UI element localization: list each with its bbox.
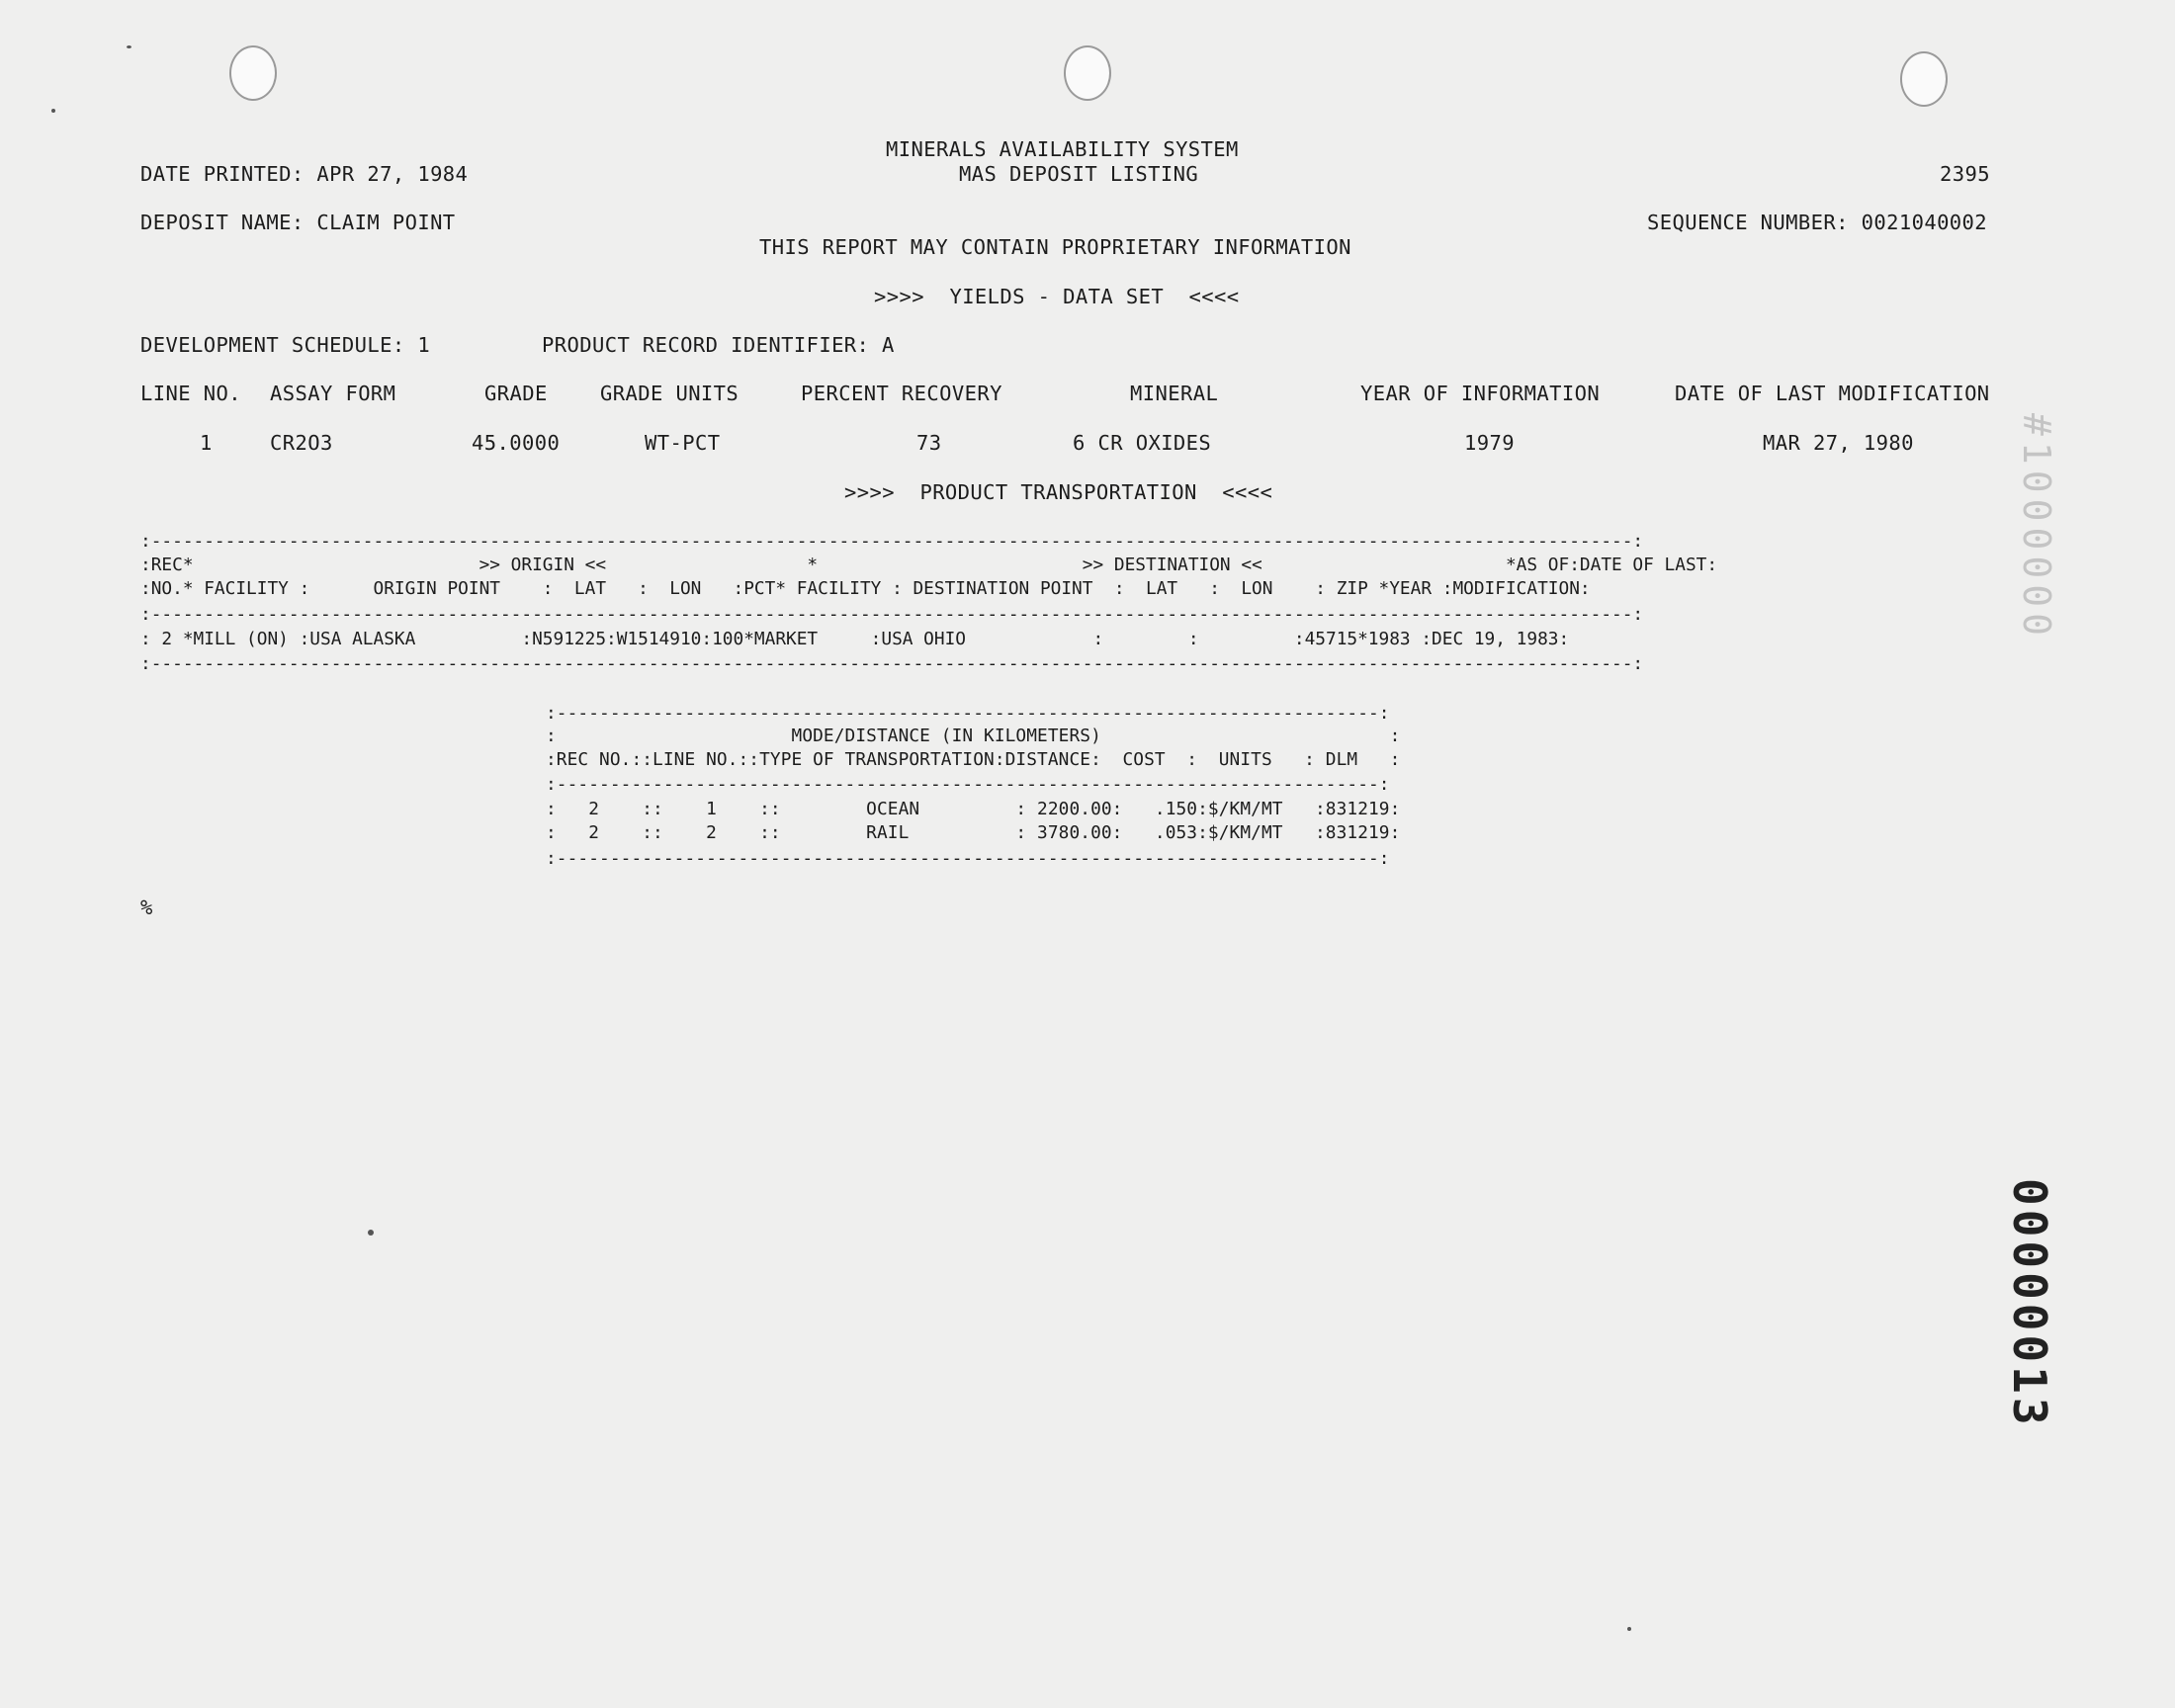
page-number: 2395 <box>1940 162 1990 186</box>
col-header-grade-units: GRADE UNITS <box>600 382 740 405</box>
sequence-number: SEQUENCE NUMBER: 0021040002 <box>1647 211 1988 234</box>
yields-assay-form: CR2O3 <box>270 431 333 455</box>
punch-hole-left <box>229 45 277 101</box>
yields-grade: 45.0000 <box>472 431 561 455</box>
product-record-identifier: PRODUCT RECORD IDENTIFIER: A <box>542 333 895 357</box>
scan-speck <box>51 109 55 113</box>
yields-year-of-information: 1979 <box>1464 431 1515 455</box>
mode-distance-line: : 2 :: 2 :: RAIL : 3780.00: .053:$/KM/MT :831219: <box>546 822 1401 843</box>
transport-table-line: :NO.* FACILITY : ORIGIN POINT : LAT : LON :PCT* FACILITY : DESTINATION POINT : LAT : LON : ZIP *YEAR :MODIFICATION: <box>140 578 1591 599</box>
deposit-name: DEPOSIT NAME: CLAIM POINT <box>140 211 456 234</box>
mode-distance-line: :-----------------------------------------------------------------------------: <box>546 703 1390 724</box>
col-header-percent-recovery: PERCENT RECOVERY <box>801 382 1002 405</box>
mode-distance-line: :-----------------------------------------------------------------------------: <box>546 848 1390 869</box>
scan-speck <box>368 1230 374 1236</box>
yields-line-no: 1 <box>200 431 213 455</box>
col-header-mineral: MINERAL <box>1130 382 1219 405</box>
yields-grade-units: WT-PCT <box>645 431 721 455</box>
date-printed: DATE PRINTED: APR 27, 1984 <box>140 162 469 186</box>
transport-table-line: :--------------------------------------------------------------------------------------------------------------------------------------------: <box>140 653 1644 674</box>
mode-distance-line: :REC NO.::LINE NO.::TYPE OF TRANSPORTATION:DISTANCE: COST : UNITS : DLM : <box>546 749 1401 770</box>
punch-hole-right <box>1900 51 1948 107</box>
transport-table-line: :--------------------------------------------------------------------------------------------------------------------------------------------: <box>140 531 1644 552</box>
transport-table-line: : 2 *MILL (ON) :USA ALASKA :N591225:W1514910:100*MARKET :USA OHIO : : :45715*1983 :DEC 19, 1983: <box>140 629 1570 649</box>
transport-section-title: >>>> PRODUCT TRANSPORTATION <<<< <box>844 480 1273 504</box>
transport-table-line: :REC* >> ORIGIN << * >> DESTINATION << *AS OF:DATE OF LAST: <box>140 555 1718 575</box>
mode-distance-line: : MODE/DISTANCE (IN KILOMETERS) : <box>546 726 1401 746</box>
yields-percent-recovery: 73 <box>916 431 942 455</box>
col-header-grade: GRADE <box>484 382 548 405</box>
col-header-line-no: LINE NO. <box>140 382 241 405</box>
development-schedule: DEVELOPMENT SCHEDULE: 1 <box>140 333 431 357</box>
side-stamp-upper: #1000000 <box>2015 413 2058 642</box>
side-stamp-lower: 00000013 <box>2003 1178 2056 1429</box>
listing-title: MAS DEPOSIT LISTING <box>959 162 1199 186</box>
scan-speck <box>127 45 131 48</box>
punch-hole-center <box>1064 45 1111 101</box>
transport-table-line: :--------------------------------------------------------------------------------------------------------------------------------------------: <box>140 604 1644 625</box>
col-header-year-of-information: YEAR OF INFORMATION <box>1360 382 1601 405</box>
col-header-date-of-last-modification: DATE OF LAST MODIFICATION <box>1675 382 1990 405</box>
mode-distance-line: : 2 :: 1 :: OCEAN : 2200.00: .150:$/KM/MT :831219: <box>546 799 1401 819</box>
yields-section-title: >>>> YIELDS - DATA SET <<<< <box>874 285 1240 308</box>
yields-date-of-last-modification: MAR 27, 1980 <box>1763 431 1914 455</box>
system-title: MINERALS AVAILABILITY SYSTEM <box>886 137 1239 161</box>
scan-speck <box>1627 1627 1631 1631</box>
col-header-assay-form: ASSAY FORM <box>270 382 396 405</box>
footer-mark: % <box>140 896 153 919</box>
yields-mineral: 6 CR OXIDES <box>1073 431 1212 455</box>
proprietary-notice: THIS REPORT MAY CONTAIN PROPRIETARY INFORMATION <box>759 235 1351 259</box>
mode-distance-line: :-----------------------------------------------------------------------------: <box>546 774 1390 795</box>
